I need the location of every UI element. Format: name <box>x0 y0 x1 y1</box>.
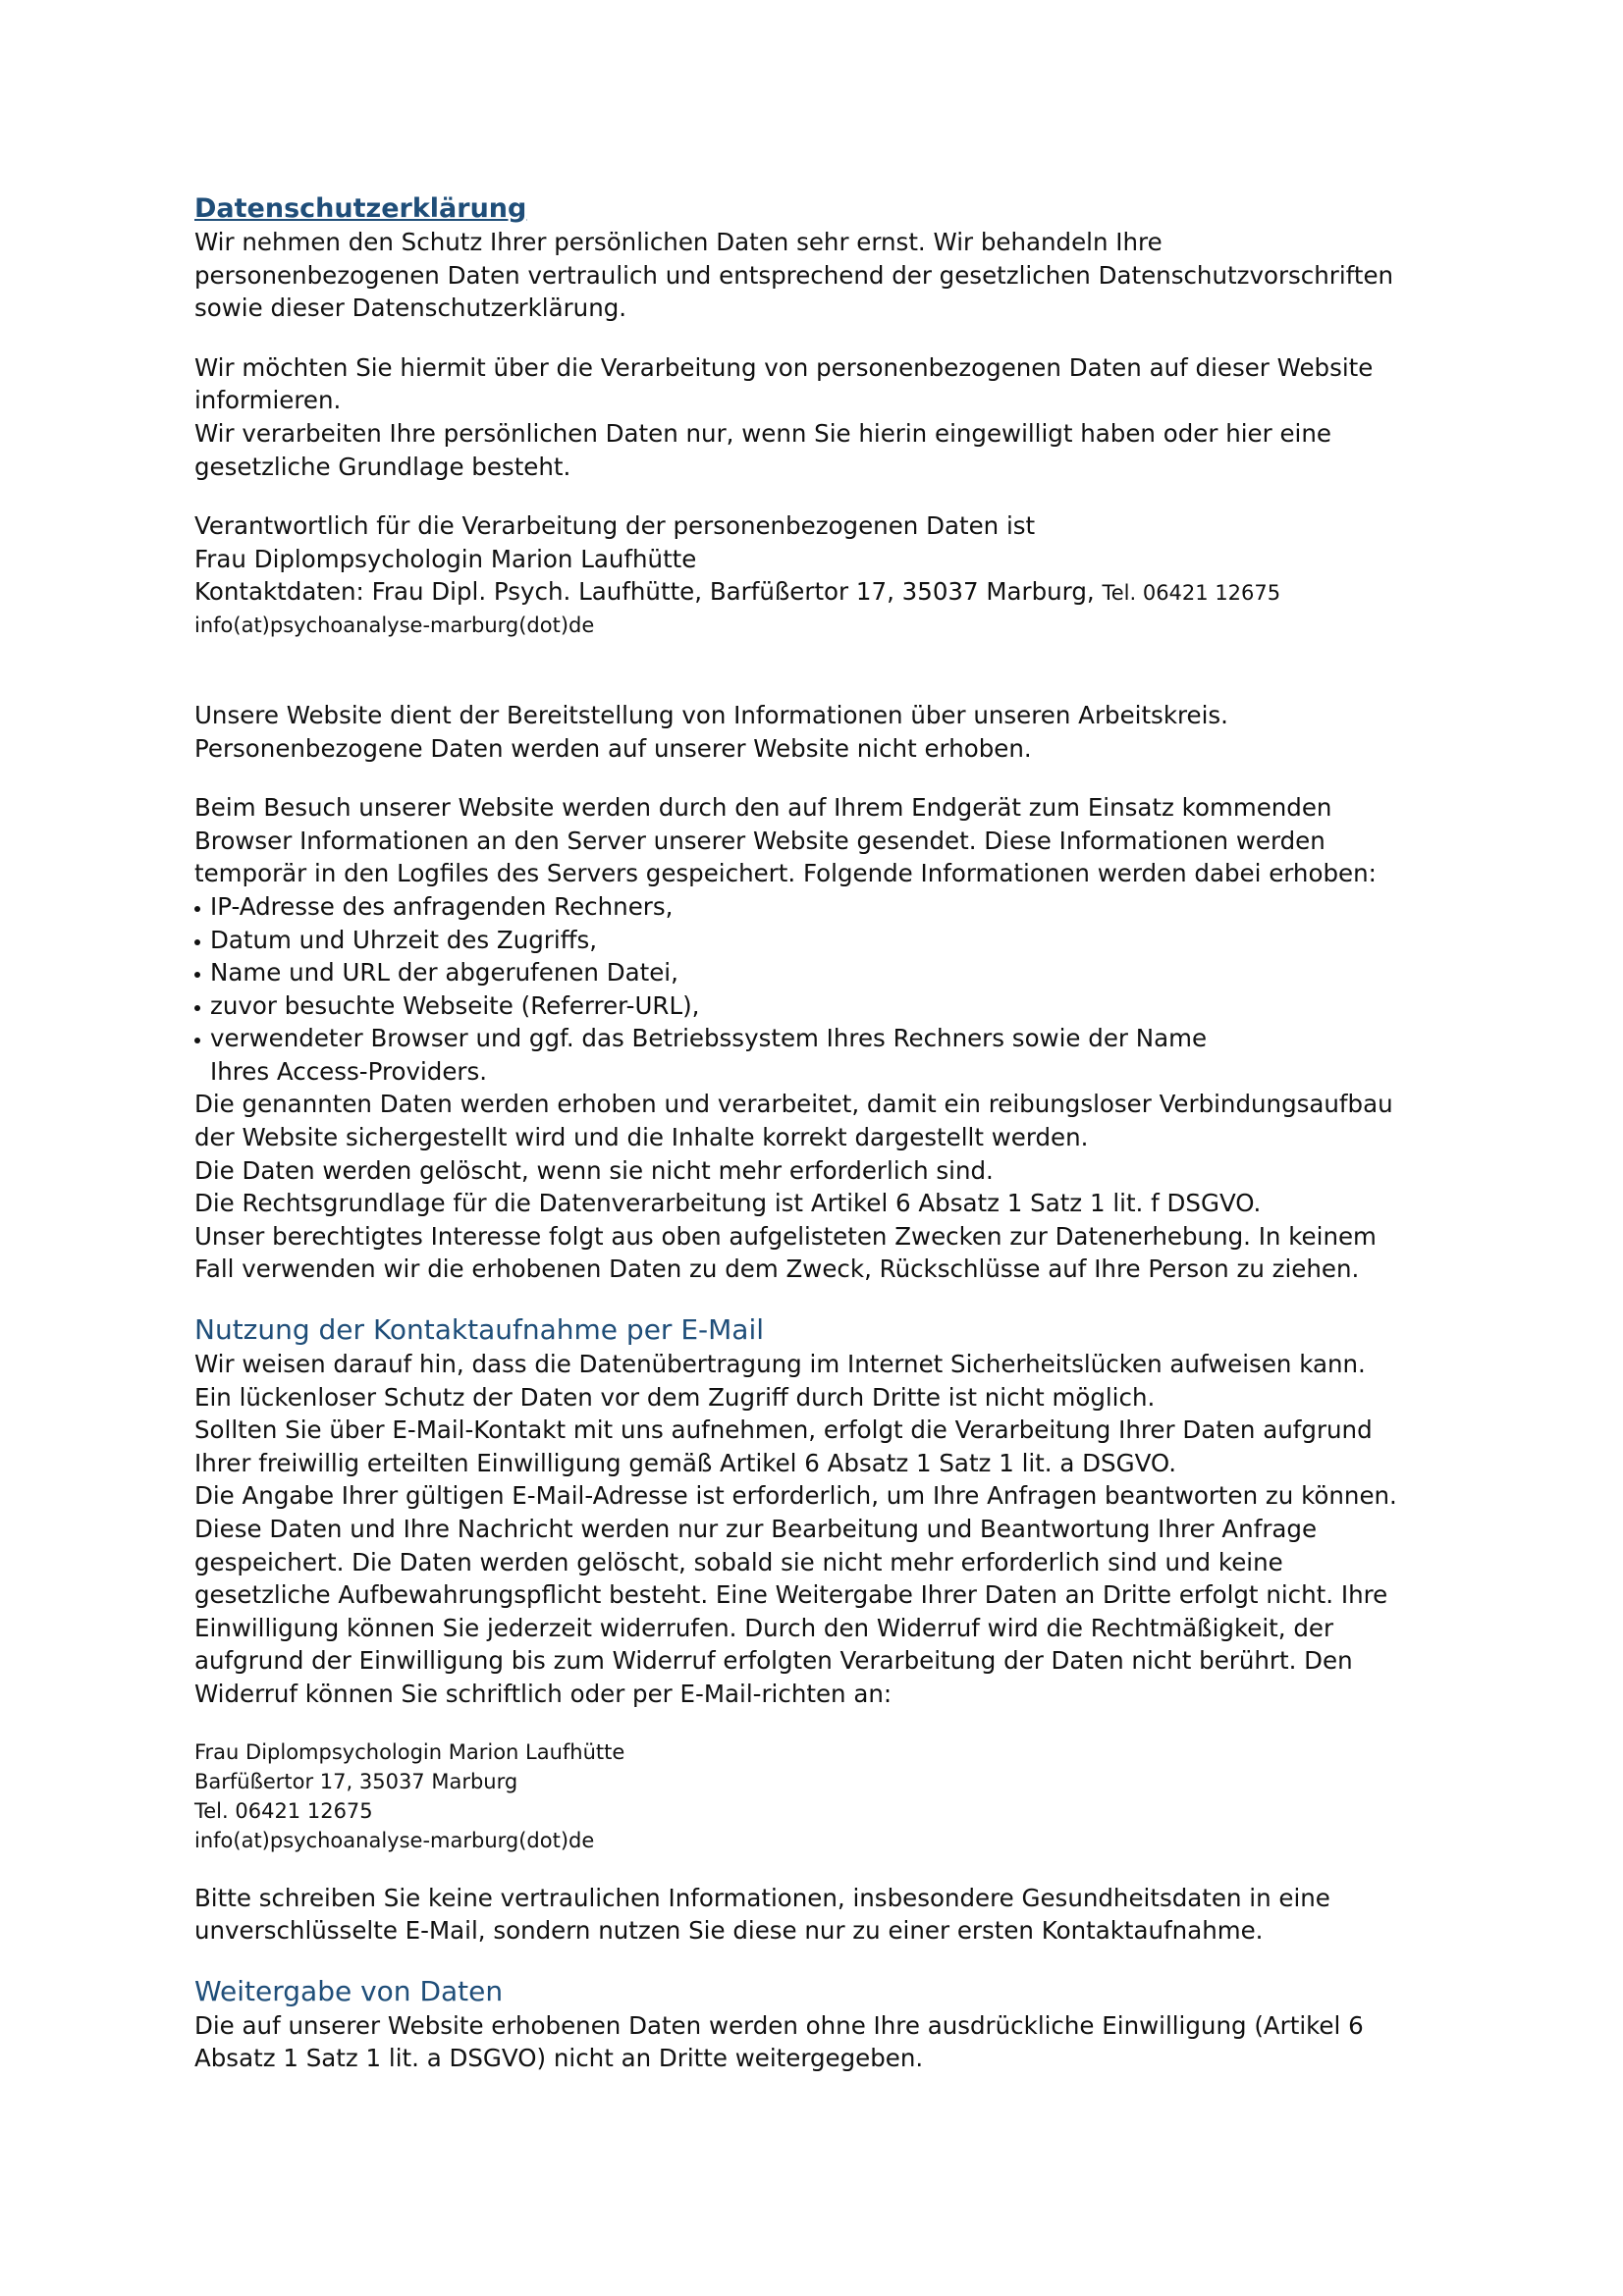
transfer-section-body: Die auf unserer Website erhobenen Daten werden ohne Ihre ausdrückliche Einwilligung (Artikel 6 Absatz 1 Satz 1 lit. a DSGVO) nicht an Dritte weitergegeben. <box>194 2010 1364 2073</box>
list-item: Name und URL der abgerufenen Datei, <box>194 956 1451 989</box>
spacer <box>194 1948 1451 1974</box>
spacer <box>194 1855 1451 1882</box>
list-item: zuvor besuchte Webseite (Referrer-URL), <box>194 989 1451 1023</box>
visit-outro-paragraph: Die genannten Daten werden erhoben und verarbeitet, damit ein reibungsloser Verbindungsaufbau der Website sichergestellt wird und die Inhalte korrekt dargestellt werden. Die Daten werden gelöscht, wenn sie nicht mehr erforderlich sind. Die Rechtsgrundlage für die Datenverarbeitung ist Artikel 6 Absatz 1 Satz 1 lit. f DSGVO. Unser berechtigtes Interesse folgt aus oben aufgelisteten Zwecken zur Datenerhebung. In keinem Fall verwenden wir die erhobenen Daten zu dem Zweck, Rückschlüsse auf Ihre Person zu ziehen. <box>194 1090 1393 1284</box>
spacer <box>194 640 1451 699</box>
spacer <box>194 1286 1451 1312</box>
website-purpose-paragraph: Unsere Website dient der Bereitstellung von Informationen über unseren Arbeitskreis. Personenbezogene Daten werden auf unserer Website nicht erhoben. <box>194 700 1228 763</box>
privacy-document <box>194 192 1451 2075</box>
address-email: info(at)psychoanalyse-marburg(dot)de <box>194 1828 595 1852</box>
list-item: IP-Adresse des anfragenden Rechners, <box>194 890 1451 924</box>
spacer <box>194 325 1451 351</box>
transfer-section-heading: Weitergabe von Daten <box>194 1974 504 2007</box>
list-item: verwendeter Browser und ggf. das Betriebssystem Ihres Rechners sowie der Name Ihres Access-Providers. <box>194 1022 1451 1088</box>
responsible-name: Frau Diplompsychologin Marion Laufhütte <box>194 544 697 573</box>
address-phone: Tel. 06421 12675 <box>194 1798 373 1823</box>
collected-data-list <box>194 890 1451 1089</box>
email-section-body: Wir weisen darauf hin, dass die Datenübertragung im Internet Sicherheitslücken aufweisen kann. Ein lückenloser Schutz der Daten vor dem Zugriff durch Dritte ist nicht möglich. Sollten Sie über E-Mail-Kontakt mit uns aufnehmen, erfolgt die Verarbeitung Ihrer Daten aufgrund Ihrer freiwillig erteilten Einwilligung gemäß Artikel 6 Absatz 1 Satz 1 lit. a DSGVO. Die Angabe Ihrer gültigen E-Mail-Adresse ist erforderlich, um Ihre Anfragen beantworten zu können. Diese Daten und Ihre Nachricht werden nur zur Bearbeitung und Beantwortung Ihrer Anfrage gespeichert. Die Daten werden gelöscht, sobald sie nicht mehr erforderlich sind und keine gesetzliche Aufbewahrungspflicht besteht. Eine Weitergabe Ihrer Daten an Dritte erfolgt nicht. Ihre Einwilligung können Sie jederzeit widerrufen. Durch den Widerruf wird die Rechtmäßigkeit, der aufgrund der Einwilligung bis zum Widerruf erfolgten Verarbeitung der Daten nicht berührt. Den Widerruf können Sie schriftlich oder per E-Mail-richten an: <box>194 1350 1397 1708</box>
inform-paragraph: Wir möchten Sie hiermit über die Verarbeitung von personenbezogenen Daten auf dieser Website informieren. Wir verarbeiten Ihre persönlichen Daten nur, wenn Sie hierin eingewilligt haben oder hier eine gesetzliche Grundlage besteht. <box>194 352 1374 481</box>
visit-intro-paragraph: Beim Besuch unserer Website werden durch den auf Ihrem Endgerät zum Einsatz kommenden Browser Informationen an den Server unserer Website gesendet. Diese Informationen werden temporär in den Logfiles des Servers gespeichert. Folgende Informationen werden dabei erhoben: <box>194 793 1377 888</box>
responsible-block <box>194 509 1451 640</box>
spacer <box>194 765 1451 791</box>
address-name: Frau Diplompsychologin Marion Laufhütte <box>194 1739 625 1764</box>
address-block <box>194 1737 1451 1855</box>
spacer <box>194 483 1451 509</box>
contact-phone: Tel. 06421 12675 <box>1102 581 1281 606</box>
spacer <box>194 1711 1451 1737</box>
responsible-line: Verantwortlich für die Verarbeitung der personenbezogenen Daten ist <box>194 511 1036 541</box>
email-warning-paragraph: Bitte schreiben Sie keine vertraulichen Informationen, insbesondere Gesundheitsdaten in eine unverschlüsselte E-Mail, sondern nutzen Sie diese nur zu einer ersten Kontaktaufnahme. <box>194 1883 1330 1946</box>
list-item: Datum und Uhrzeit des Zugriffs, <box>194 924 1451 957</box>
contact-line <box>194 575 1451 611</box>
contact-email: info(at)psychoanalyse-marburg(dot)de <box>194 613 595 637</box>
page-title[interactable]: Datenschutzerklärung <box>194 193 527 224</box>
contact-address: Kontaktdaten: Frau Dipl. Psych. Laufhütte, Barfüßertor 17, 35037 Marburg, <box>194 577 1095 607</box>
intro-paragraph: Wir nehmen den Schutz Ihrer persönlichen Daten sehr ernst. Wir behandeln Ihre personenbezogenen Daten vertraulich und entsprechend der gesetzlichen Datenschutzvorschriften sowie dieser Datenschutzerklärung. <box>194 228 1394 323</box>
email-section-heading: Nutzung der Kontaktaufnahme per E-Mail <box>194 1313 765 1347</box>
address-street: Barfüßertor 17, 35037 Marburg <box>194 1769 518 1793</box>
